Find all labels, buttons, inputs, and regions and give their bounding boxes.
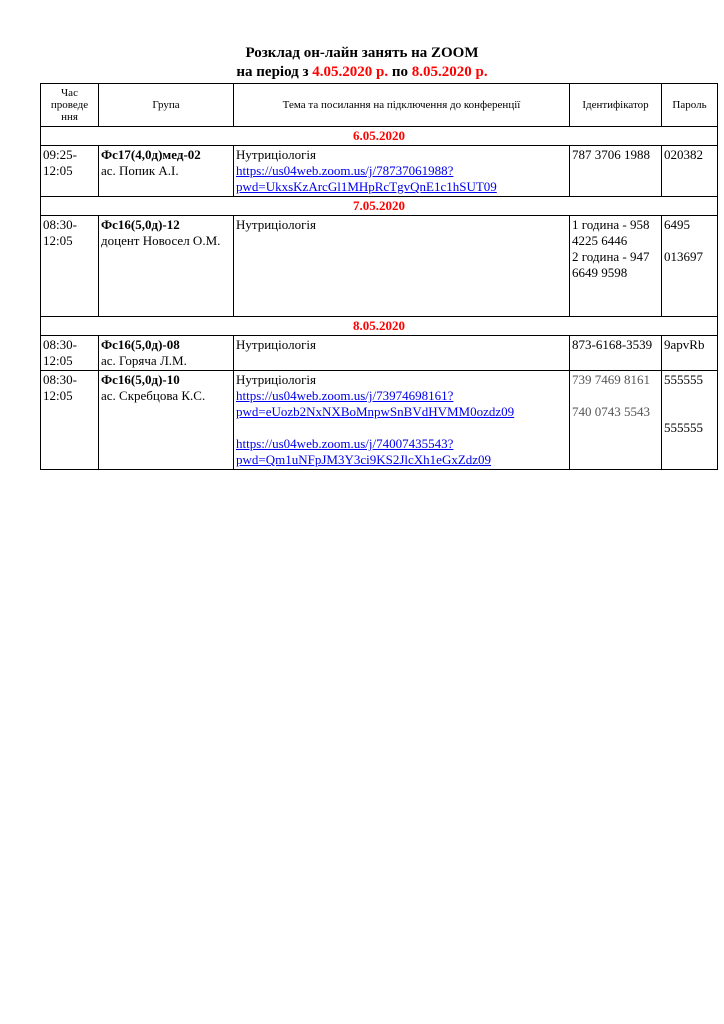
conference-id: 2 година - 947 6649 9598 (572, 249, 650, 280)
header-group: Група (99, 84, 234, 127)
title-line-2 (0, 63, 724, 82)
topic-name: Нутриціологія (236, 217, 316, 232)
date-row (41, 197, 718, 216)
time-cell: 08:30-12:05 (41, 371, 99, 470)
teacher-name: ас. Скребцова К.С. (101, 388, 206, 403)
topic-cell (234, 336, 570, 371)
header-topic: Тема та посилання на підключення до конференції (234, 84, 570, 127)
conference-password: 6495 (664, 217, 690, 232)
zoom-link[interactable]: https://us04web.zoom.us/j/78737061988?pwd=UkxsKzArcGl1MHpRcTgvQnE1c1hSUT09 (236, 163, 497, 194)
table-row (41, 146, 718, 197)
conference-password: 9apvRb (664, 337, 705, 352)
page-title (0, 44, 724, 82)
teacher-name: ас. Попик А.І. (101, 163, 179, 178)
table-row (41, 216, 718, 317)
group-cell (99, 146, 234, 197)
table-row (41, 371, 718, 470)
group-name: Фс16(5,0д)-12 (101, 217, 180, 232)
password-cell (662, 216, 718, 317)
conference-password: 555555 (664, 420, 703, 435)
group-name: Фс16(5,0д)-08 (101, 337, 180, 352)
conference-id: 787 3706 1988 (572, 147, 650, 162)
id-cell (570, 371, 662, 470)
group-cell (99, 371, 234, 470)
topic-cell (234, 216, 570, 317)
time-cell: 09:25-12:05 (41, 146, 99, 197)
zoom-link[interactable]: https://us04web.zoom.us/j/74007435543?pwd=Qm1uNFpJM3Y3ci9KS2JlcXh1eGxZdz09 (236, 436, 492, 467)
date-cell: 7.05.2020 (41, 197, 718, 216)
group-name: Фс17(4,0д)мед-02 (101, 147, 201, 162)
conference-password: 555555 (664, 372, 703, 387)
period-to-date: 8.05.2020 р. (411, 64, 488, 80)
period-middle: по (388, 64, 412, 80)
title-line-1: Розклад он-лайн занять на ZOOM (245, 45, 479, 61)
header-id: Ідентифікатор (570, 84, 662, 127)
date-cell: 8.05.2020 (41, 317, 718, 336)
date-cell: 6.05.2020 (41, 127, 718, 146)
period-prefix: на період з (236, 64, 313, 80)
date-row (41, 127, 718, 146)
period-from-date: 4.05.2020 р. (312, 64, 389, 80)
id-cell (570, 216, 662, 317)
conference-id: 739 7469 8161 (572, 372, 650, 387)
time-cell: 08:30-12:05 (41, 336, 99, 371)
topic-cell (234, 371, 570, 470)
teacher-name: доцент Новосел О.М. (101, 233, 221, 248)
group-cell (99, 216, 234, 317)
teacher-name: ас. Горяча Л.М. (101, 353, 187, 368)
id-cell (570, 146, 662, 197)
conference-password: 020382 (664, 147, 703, 162)
conference-id: 1 година - 958 4225 6446 (572, 217, 650, 248)
zoom-link[interactable]: https://us04web.zoom.us/j/73974698161?pwd=eUozb2NxNXBoMnpwSnBVdHVMM0ozdz09 (236, 388, 515, 419)
conference-password: 013697 (664, 249, 703, 264)
password-cell (662, 146, 718, 197)
password-cell (662, 371, 718, 470)
topic-name: Нутриціологія (236, 337, 316, 352)
group-name: Фс16(5,0д)-10 (101, 372, 180, 387)
conference-id: 740 0743 5543 (572, 404, 650, 419)
topic-name: Нутриціологія (236, 372, 316, 387)
header-password: Пароль (662, 84, 718, 127)
group-cell (99, 336, 234, 371)
header-row (41, 84, 718, 127)
topic-name: Нутриціологія (236, 147, 316, 162)
password-cell (662, 336, 718, 371)
conference-id: 873-6168-3539 (572, 337, 653, 352)
date-row (41, 317, 718, 336)
table-row (41, 336, 718, 371)
id-cell (570, 336, 662, 371)
schedule-table (40, 83, 718, 470)
time-cell: 08:30-12:05 (41, 216, 99, 317)
topic-cell (234, 146, 570, 197)
header-time: Час проведе ння (41, 84, 99, 127)
